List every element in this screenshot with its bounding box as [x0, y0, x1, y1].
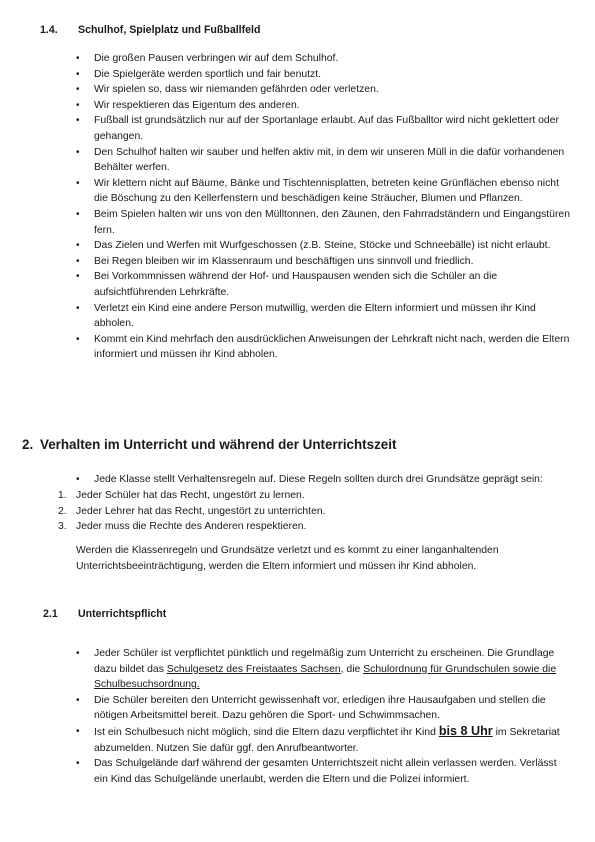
bullet-icon: •: [76, 255, 80, 267]
list-item: [76, 145, 570, 176]
bullet-icon: •: [76, 271, 80, 283]
bullet-icon: •: [76, 758, 80, 770]
list-item-text: Die Spielgeräte werden sportlich und fair benutzt.: [94, 68, 321, 80]
bullet-icon: •: [76, 53, 80, 64]
section-1-4-heading: [40, 24, 440, 38]
schulordnung-link[interactable]: Schulordnung für Grundschulen sowie die Schulbesuchsordnung.: [94, 663, 557, 691]
bullet-icon: •: [76, 115, 80, 127]
list-item-text: Die Schüler bereiten den Unterricht gewissenhaft vor, erledigen ihre Hausaufgaben und stellen die nötigen Arbeitsmittel bereit. Dazu gehören die Sport- und Schwimmsachen.: [94, 694, 546, 722]
numbered-item: [58, 488, 326, 504]
schulgesetz-link[interactable]: Schulgesetz des Freistaates Sachsen: [166, 663, 341, 675]
section-2-1-heading: [43, 608, 343, 622]
principles-list: [58, 488, 326, 535]
bullet-icon: •: [76, 208, 80, 220]
list-item: [76, 693, 570, 724]
numbered-item: [58, 519, 326, 535]
section-title: Schulhof, Spielplatz und Fußballfeld: [78, 24, 261, 36]
list-item: [76, 98, 570, 114]
list-item-text: Die großen Pausen verbringen wir auf dem Schulhof.: [94, 53, 339, 64]
bullet-icon: •: [76, 474, 80, 485]
list-item-text: Fußball ist grundsätzlich nur auf der Sportanlage erlaubt. Auf das Fußballtor wird nicht geklettert oder gehangen.: [94, 115, 559, 142]
list-item: [76, 207, 570, 238]
list-item-text: Kommt ein Kind mehrfach den ausdrücklichen Anweisungen der Lehrkraft nicht nach, werden die Eltern informiert und müssen ihr Kind abholen.: [94, 333, 570, 361]
list-item: [76, 254, 570, 270]
bullet-icon: •: [76, 694, 80, 706]
section-2-intro-list: [76, 472, 570, 488]
bullet-icon: •: [76, 302, 80, 314]
list-item: [76, 269, 570, 300]
item-text: Jeder muss die Rechte des Anderen respektieren.: [76, 521, 307, 533]
list-item: [76, 646, 570, 693]
item-number: 1.: [58, 490, 67, 501]
section-1-4-bullet-list: [76, 51, 570, 363]
list-item: [76, 472, 570, 488]
bullet-icon: •: [76, 648, 80, 659]
list-item-text: Wir spielen so, dass wir niemanden gefährden oder verletzen.: [94, 84, 379, 96]
section-title: Unterrichtspflicht: [78, 608, 167, 620]
item-text: Jeder Lehrer hat das Recht, ungestört zu unterrichten.: [76, 505, 326, 517]
list-item: [76, 176, 570, 207]
section-number: 1.4.: [40, 24, 58, 36]
list-item: [76, 756, 570, 787]
bullet-icon: •: [76, 84, 80, 96]
list-item-text: Das Zielen und Werfen mit Wurfgeschossen (z.B. Steine, Stöcke und Schneebälle) ist nicht erlaubt.: [94, 240, 551, 252]
list-item: [76, 724, 570, 756]
deadline-time: bis 8 Uhr: [438, 723, 493, 738]
list-item-text: Bei Regen bleiben wir im Klassenraum und beschäftigen uns sinnvoll und friedlich.: [94, 255, 474, 267]
section-2-1-bullet-list: [76, 646, 570, 787]
list-item-text: Den Schulhof halten wir sauber und helfen aktiv mit, in dem wir unseren Müll in die dafür vorhandenen Behälter werfen.: [94, 146, 565, 174]
item-text: Jeder Schüler hat das Recht, ungestört zu lernen.: [76, 490, 305, 501]
list-item-text: Wir respektieren das Eigentum des anderen.: [94, 99, 300, 111]
list-item: [76, 113, 570, 144]
section-title: Verhalten im Unterricht und während der Unterrichtszeit: [40, 437, 397, 452]
list-item-text: im Sekretariat abzumelden. Nutzen Sie dafür ggf. den Anrufbeantworter.: [94, 726, 560, 754]
section-2-heading: [22, 437, 396, 452]
item-number: 2.: [58, 505, 67, 517]
list-item: [76, 51, 570, 67]
section-number: 2.1: [43, 608, 58, 620]
section-2-paragraph: Werden die Klassenregeln und Grundsätze verletzt und es kommt zu einer langanhaltenden Unterrichtsbeeinträchtigung, werden die Eltern informiert und müssen ihr Kind abholen.: [76, 545, 499, 572]
list-item: [76, 82, 570, 98]
bullet-icon: •: [76, 177, 80, 189]
bullet-icon: •: [76, 99, 80, 111]
bullet-icon: •: [76, 68, 80, 80]
list-item: [76, 332, 570, 363]
list-item: [76, 238, 570, 254]
bullet-icon: •: [76, 333, 80, 345]
bullet-icon: •: [76, 725, 80, 737]
list-item: [76, 301, 570, 332]
list-item-text: Jede Klasse stellt Verhaltensregeln auf. Diese Regeln sollten durch drei Grundsätze geprägt sein:: [94, 474, 543, 485]
list-item-text: Verletzt ein Kind eine andere Person mutwillig, werden die Eltern informiert und müssen ihr Kind abholen.: [94, 302, 536, 330]
list-item-text: , die: [340, 663, 364, 675]
numbered-item: [58, 504, 326, 520]
item-number: 3.: [58, 521, 67, 533]
list-item-text: Jeder Schüler ist verpflichtet pünktlich und regelmäßig zum Unterricht zu erscheinen. Die Grundlage dazu bildet das: [94, 648, 555, 675]
section-number: 2.: [22, 437, 34, 452]
list-item-text: Das Schulgelände darf während der gesamten Unterrichtszeit nicht allein verlassen werden. Verlässt ein Kind das Schulgelände unerlaubt, werden die Eltern und die Polizei informiert.: [94, 758, 557, 785]
list-item-text: Beim Spielen halten wir uns von den Mülltonnen, den Zäunen, den Fahrradständern und Eingangstüren fern.: [94, 208, 570, 236]
list-item-text: Wir klettern nicht auf Bäume, Bänke und Tischtennisplatten, betreten keine Grünflächen ebenso nicht die Böschung zu den Kellerfenstern und beschädigen keine Sträucher, Blumen und Pflanzen.: [94, 177, 559, 205]
bullet-icon: •: [76, 240, 80, 252]
list-item-text: Bei Vorkommnissen während der Hof- und Hauspausen wenden sich die Schüler an die aufsichtführenden Lehrkräfte.: [94, 271, 498, 298]
list-item: [76, 67, 570, 83]
list-item-text: Ist ein Schulbesuch nicht möglich, sind die Eltern dazu verpflichtet ihr Kind: [94, 726, 439, 738]
bullet-icon: •: [76, 146, 80, 158]
